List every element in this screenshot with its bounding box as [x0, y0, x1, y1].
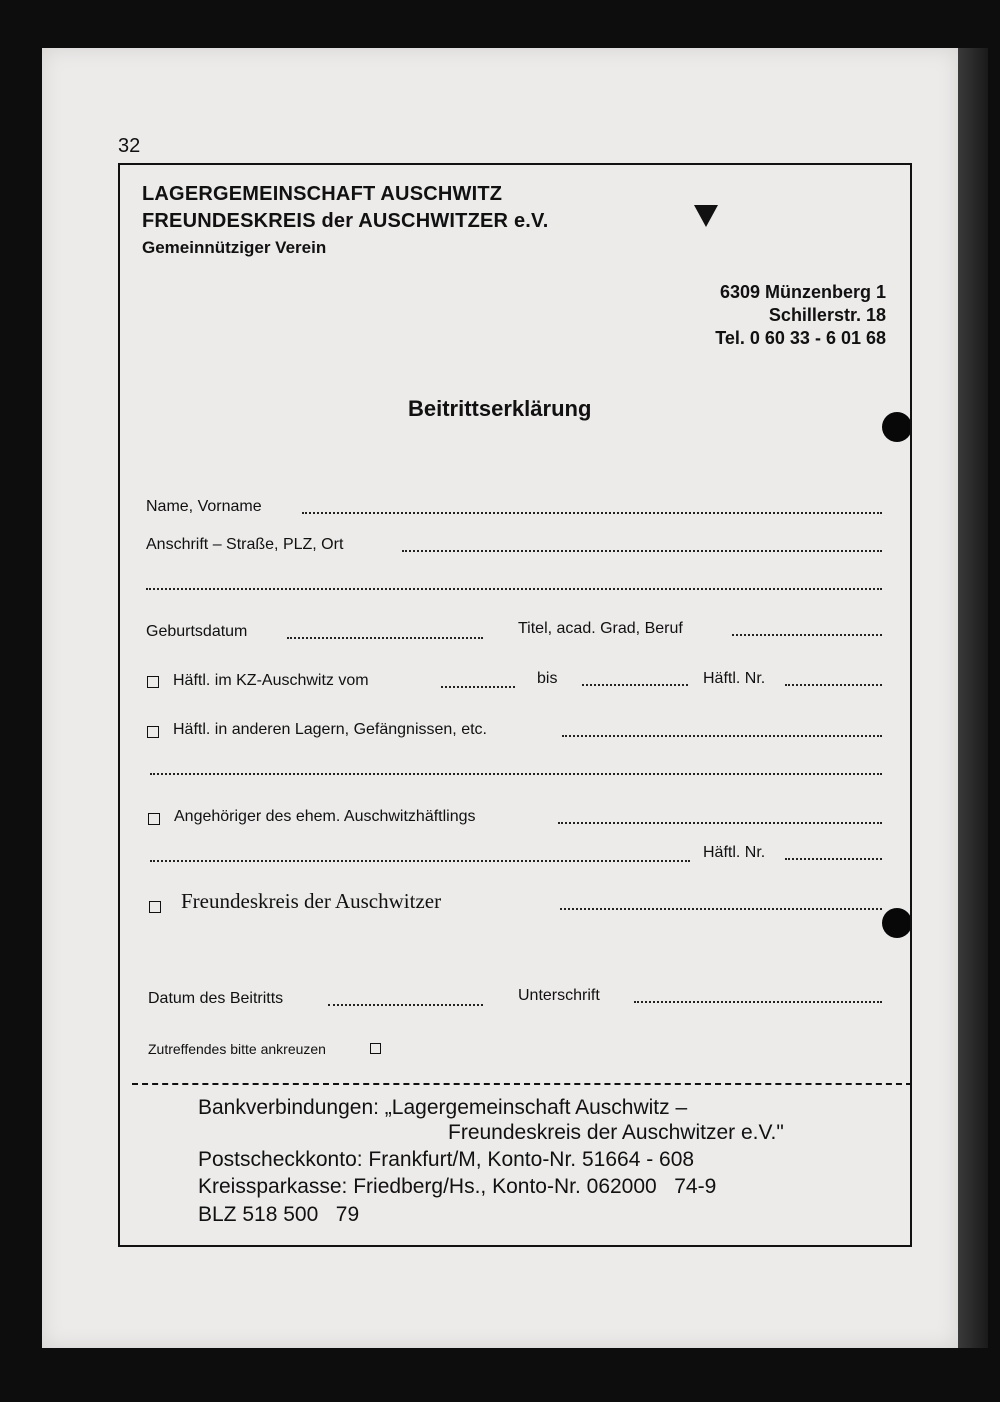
address-field-line2[interactable]: [146, 588, 882, 590]
note-checkbox-icon: [370, 1043, 381, 1054]
triangle-arrow-icon: [694, 205, 718, 227]
bank-kreissparkasse: Kreissparkasse: Friedberg/Hs., Konto-Nr. 062000 74-9: [198, 1175, 717, 1198]
haeftl-nr-label: Häftl. Nr.: [703, 670, 766, 687]
title-label: Titel, acad. Grad, Beruf: [518, 620, 683, 637]
title-field[interactable]: [732, 634, 882, 636]
bank-line1: Bankverbindungen: „Lagergemeinschaft Auschwitz –: [198, 1096, 688, 1119]
address-phone: Tel. 0 60 33 - 6 01 68: [715, 328, 886, 348]
name-field[interactable]: [302, 512, 882, 514]
signature-label: Unterschrift: [518, 987, 600, 1004]
org-subtitle: Gemeinnütziger Verein: [142, 238, 327, 257]
address-line1: 6309 Münzenberg 1: [719, 282, 886, 302]
haeftl-nr-field[interactable]: [785, 684, 882, 686]
bank-line2: Freundeskreis der Auschwitzer e.V.": [448, 1121, 784, 1144]
birthdate-field[interactable]: [287, 637, 483, 639]
bank-postscheck: Postscheckkonto: Frankfurt/M, Konto-Nr. 51664 - 608: [198, 1148, 695, 1171]
relative-checkbox[interactable]: [148, 813, 160, 825]
address-field[interactable]: [402, 550, 882, 552]
friends-field[interactable]: [560, 908, 882, 910]
org-name-line2: FREUNDESKREIS der AUSCHWITZER e.V.: [142, 210, 549, 232]
bank-blz: BLZ 518 500 79: [198, 1203, 360, 1226]
join-date-field[interactable]: [328, 1004, 483, 1006]
form-title: Beitrittserklärung: [408, 396, 592, 421]
kz-checkbox[interactable]: [147, 676, 159, 688]
note-text: Zutreffendes bitte ankreuzen: [148, 1041, 326, 1057]
name-label: Name, Vorname: [146, 498, 262, 515]
friends-checkbox[interactable]: [149, 901, 161, 913]
friends-label: Freundeskreis der Auschwitzer: [181, 889, 442, 913]
address-label: Anschrift – Straße, PLZ, Ort: [146, 536, 344, 553]
haeftl-nr2-label: Häftl. Nr.: [703, 844, 766, 861]
join-date-label: Datum des Beitritts: [148, 990, 284, 1007]
other-camps-field-line2[interactable]: [150, 773, 882, 775]
other-camps-field[interactable]: [562, 735, 882, 737]
cut-line: [132, 1083, 912, 1085]
other-camps-checkbox[interactable]: [147, 726, 159, 738]
bis-label: bis: [537, 670, 558, 687]
other-camps-label: Häftl. in anderen Lagern, Gefängnissen, etc.: [173, 721, 487, 738]
page-edge: [958, 48, 988, 1348]
birthdate-label: Geburtsdatum: [146, 623, 248, 640]
kz-label: Häftl. im KZ-Auschwitz vom: [173, 672, 369, 689]
relative-field[interactable]: [558, 822, 882, 824]
address-line2: Schillerstr. 18: [768, 305, 886, 325]
page-number: 32: [118, 135, 141, 157]
org-name-line1: LAGERGEMEINSCHAFT AUSCHWITZ: [142, 183, 503, 205]
signature-field[interactable]: [634, 1001, 882, 1003]
haeftl-nr2-field[interactable]: [785, 858, 882, 860]
kz-from-field[interactable]: [441, 686, 515, 688]
kz-to-field[interactable]: [582, 684, 688, 686]
relative-name-field[interactable]: [150, 860, 690, 862]
relative-label: Angehöriger des ehem. Auschwitzhäftlings: [174, 808, 476, 825]
